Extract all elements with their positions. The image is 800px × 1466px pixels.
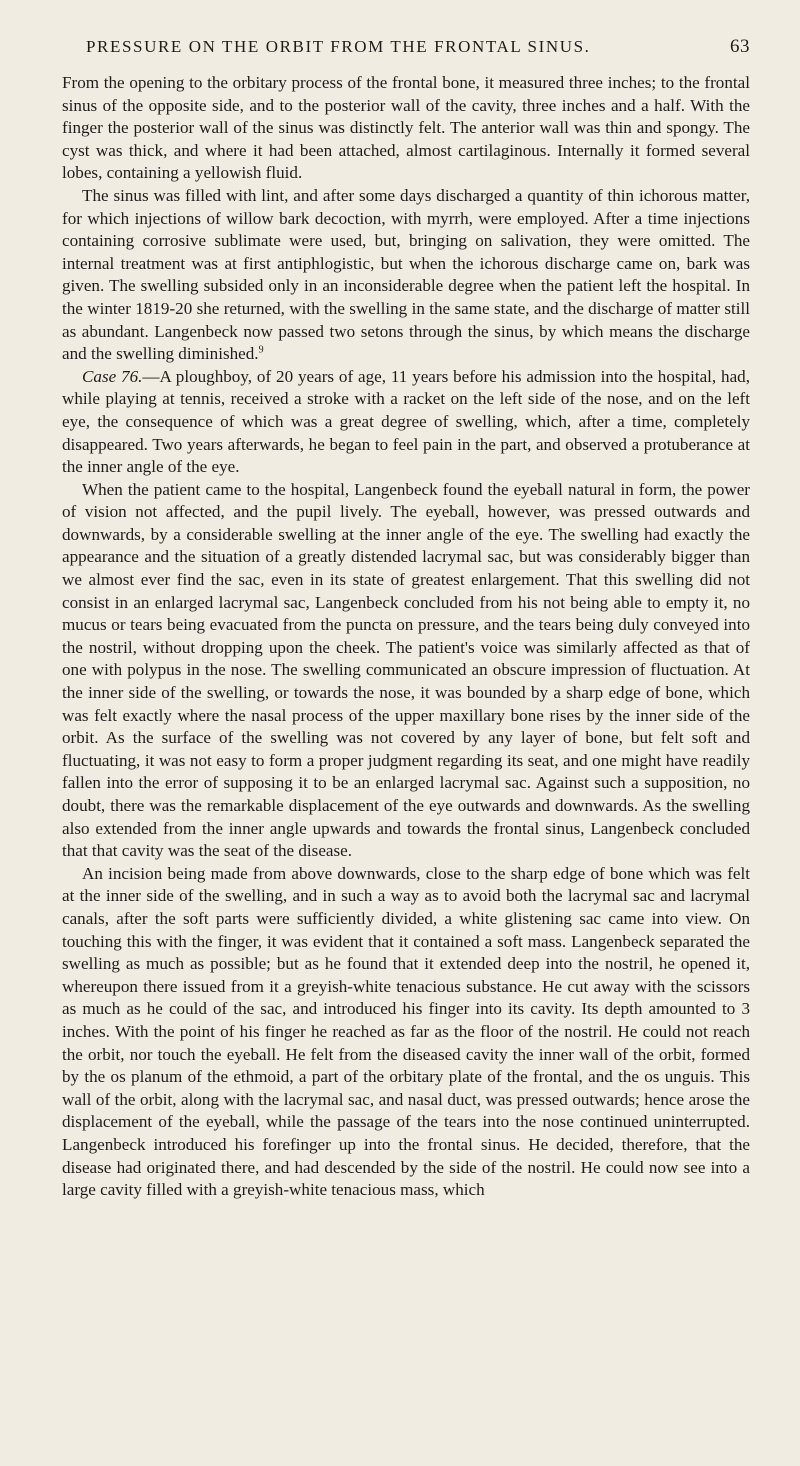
running-head xyxy=(62,36,750,58)
paragraph-3 xyxy=(62,366,750,479)
paragraph-2 xyxy=(62,185,750,366)
paragraph-3-text: —A ploughboy, of 20 years of age, 11 years before his admission into the hospital, had, while playing at tennis, received a stroke with a racket on the left side of the nose, and on the left eye, the consequence of which was a great degree of swelling, which, after a time, completely disappeared. Two years afterwards, he began to feel pain in the part, and observed a protuberance at the inner angle of the eye. xyxy=(62,366,750,477)
paragraph-1 xyxy=(62,72,750,185)
page-number: 63 xyxy=(730,36,750,57)
paragraph-5-text: An incision being made from above downwards, close to the sharp edge of bone which was felt at the inner side of the swelling, and in such a way as to avoid both the lacrymal sac and lacrymal canals, after the soft parts were sufficiently divided, a white glistening sac came into view. On touching this with the finger, it was evident that it contained a soft mass. Langenbeck separated the swelling as much as possible; but as he found that it extended deep into the nostril, he opened it, whereupon there issued from it a greyish-white tenacious substance. He cut away with the scissors as much as he could of the sac, and introduced his finger into its cavity. Its depth amounted to 3 inches. With the point of his finger he reached as far as the floor of the nostril. He could not reach the orbit, nor touch the eyeball. He felt from the diseased cavity the inner wall of the orbit, formed by the os planum of the ethmoid, a part of the orbitary plate of the frontal, and the os unguis. This wall of the orbit, along with the lacrymal sac, and nasal duct, was pressed outwards; hence arose the displacement of the eyeball, while the passage of the tears into the nose continued uninterrupted. Langenbeck introduced his forefinger up into the frontal sinus. He decided, therefore, that the disease had originated there, and had descended by the side of the nostril. He could now see into a large cavity filled with a greyish-white tenacious mass, which xyxy=(62,863,750,1200)
body-text xyxy=(62,72,750,1202)
footnote-mark: 9 xyxy=(258,344,264,356)
paragraph-5 xyxy=(62,863,750,1202)
paragraph-4 xyxy=(62,479,750,863)
paragraph-1-text: From the opening to the orbitary process of the frontal bone, it measured three inches; to the frontal sinus of the opposite side, and to the posterior wall of the cavity, three inches and a half. With the finger the posterior wall of the sinus was distinctly felt. The anterior wall was thin and spongy. The cyst was thick, and where it had been attached, almost cartilaginous. Internally it formed several lobes, containing a yellowish fluid. xyxy=(62,73,750,183)
paragraph-2-text: The sinus was filled with lint, and after some days discharged a quantity of thin ichorous matter, for which injections of willow bark decoction, with myrrh, were employed. After a time injections containing corrosive sublimate were used, but, bringing on salivation, they were omitted. The internal treatment was at first antiphlogistic, but when the ichorous discharge came on, bark was given. The swelling subsided only in an inconsiderable degree when the patient left the hospital. In the winter 1819-20 she returned, with the swelling in the same state, and the discharge of matter still as abundant. Langenbeck now passed two setons through the sinus, by which means the discharge and the swelling diminished. xyxy=(62,185,750,364)
paragraph-4-text: When the patient came to the hospital, Langenbeck found the eyeball natural in form, the power of vision not affected, and the pupil lively. The eyeball, however, was pressed outwards and downwards, by a considerable swelling at the inner angle of the eye. The swelling had exactly the appearance and the situation of a greatly distended lacrymal sac, but was considerably bigger than we almost ever find the sac, even in its state of greatest enlargement. That this swelling did not consist in an enlarged lacrymal sac, Langenbeck concluded from his not being able to empty it, no mucus or tears being evacuated from the puncta on pressure, and the tears being duly conveyed into the nostril, without dropping upon the cheek. The patient's voice was similarly affected as that of one with polypus in the nose. The swelling communicated an obscure impression of fluctuation. At the inner side of the swelling, or towards the nose, it was bounded by a sharp edge of bone, which was felt exactly where the nasal process of the upper maxillary bone rises by the inner side of the orbit. As the surface of the swelling was not covered by any layer of bone, but felt soft and fluctuating, it was not easy to form a proper judgment regarding its seat, and one might have readily fallen into the error of supposing it to be an enlarged lacrymal sac. Against such a supposition, no doubt, there was the remarkable displacement of the eye outwards and downwards. As the swelling also extended from the inner angle upwards and towards the frontal sinus, Langenbeck concluded that that cavity was the seat of the disease. xyxy=(62,479,750,861)
case-label: Case 76. xyxy=(82,366,143,386)
running-title: PRESSURE ON THE ORBIT FROM THE FRONTAL SINUS. xyxy=(86,37,591,56)
